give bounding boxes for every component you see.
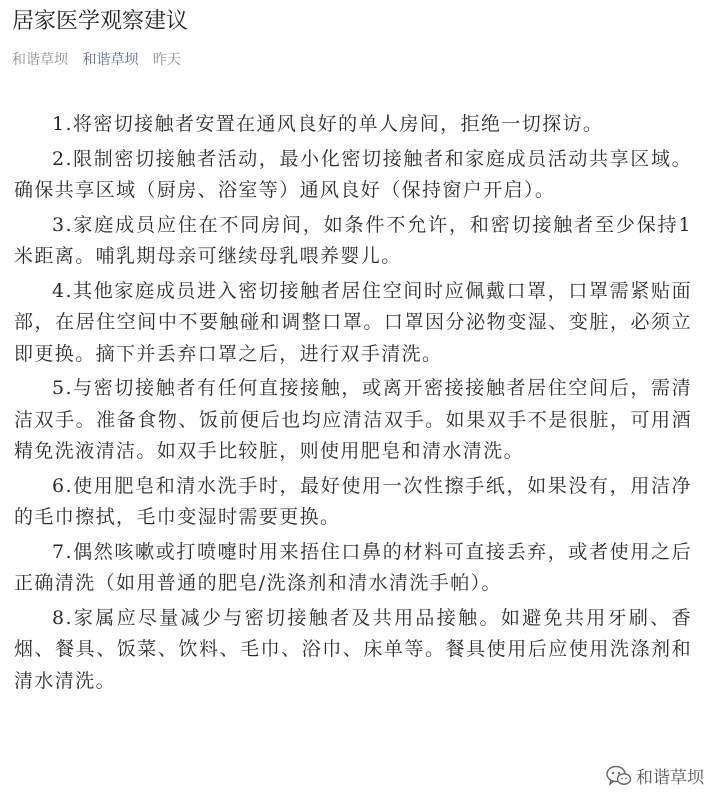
paragraph-1: 1.将密切接触者安置在通风良好的单人房间，拒绝一切探访。	[52, 113, 604, 135]
paragraph-3: 3.家庭成员应住在不同房间，如条件不允许，和密切接触者至少保持1米距离。哺乳期母亲可继续母乳喂养婴儿。	[14, 213, 692, 267]
author-name: 和谐草坝	[12, 52, 68, 68]
paragraph-2: 2.限制密切接触者活动，最小化密切接触者和家庭成员活动共享区域。确保共享区域（厨房、浴室等）通风良好（保持窗户开启）。	[14, 147, 692, 201]
paragraph-4: 4.其他家庭成员进入密切接触者居住空间时应佩戴口罩，口罩需紧贴面部，在居住空间中不要触碰和调整口罩。口罩因分泌物变湿、变脏，必须立即更换。摘下并丢弃口罩之后，进行双手清洗。	[14, 279, 692, 365]
article-meta	[12, 50, 191, 70]
paragraph-6: 6.使用肥皂和清水洗手时，最好使用一次性擦手纸，如果没有，用洁净的毛巾擦拭，毛巾变湿时需要更换。	[14, 474, 692, 528]
watermark-account-name: 和谐草坝	[636, 768, 704, 788]
publish-date: 昨天	[152, 52, 181, 68]
account-watermark	[602, 761, 708, 790]
paragraph-7: 7.偶然咳嗽或打喷嚏时用来捂住口鼻的材料可直接丢弃，或者使用之后正确清洗（如用普通的肥皂/洗涤剂和清水清洗手帕）。	[14, 540, 692, 594]
page-title: 居家医学观察建议	[12, 9, 189, 34]
wechat-icon	[606, 765, 632, 787]
account-link[interactable]: 和谐草坝	[82, 52, 139, 68]
paragraph-5: 5.与密切接触者有任何直接接触，或离开密接接触者居住空间后，需清洁双手。准备食物、饭前便后也均应清洁双手。如果双手不是很脏，可用酒精免洗液清洁。如双手比较脏，则使用肥皂和清水清洗。	[14, 377, 692, 462]
paragraph-8: 8.家属应尽量减少与密切接触者及共用品接触。如避免共用牙刷、香烟、餐具、饭菜、饮料、毛巾、浴巾、床单等。餐具使用后应使用洗涤剂和清水清洗。	[14, 606, 692, 692]
article-body	[14, 109, 692, 700]
